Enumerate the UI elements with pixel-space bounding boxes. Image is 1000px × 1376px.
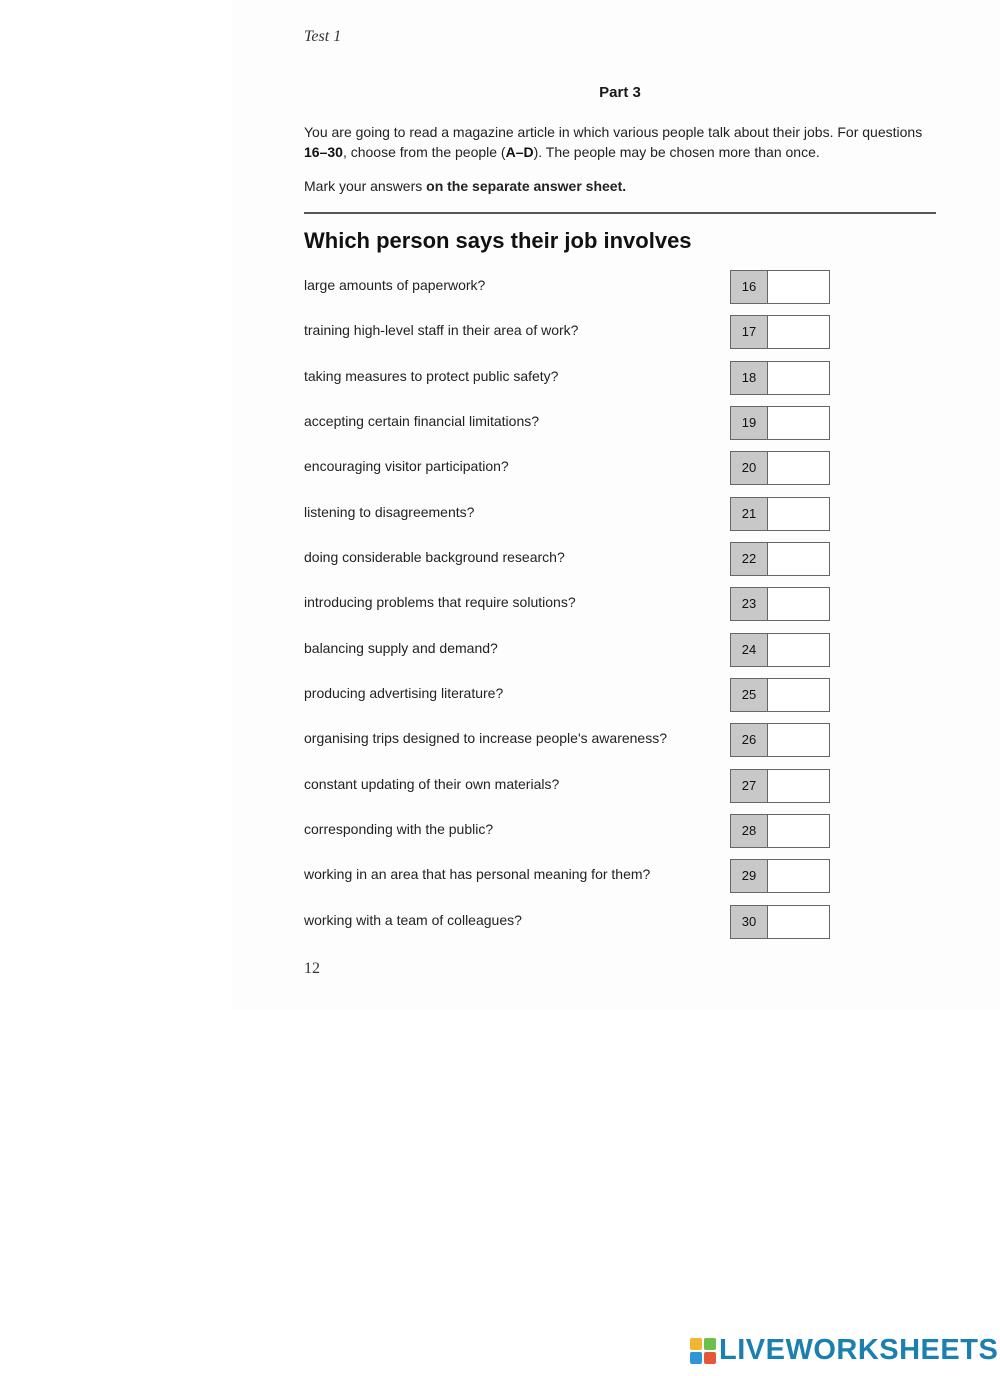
question-row bbox=[304, 315, 834, 360]
question-text: introducing problems that require solutions? bbox=[304, 594, 576, 611]
brand-logo[interactable] bbox=[690, 1334, 998, 1367]
logo-square bbox=[704, 1352, 716, 1364]
answer-box[interactable] bbox=[768, 406, 830, 440]
question-text: corresponding with the public? bbox=[304, 821, 494, 838]
question-text: organising trips designed to increase people's awareness? bbox=[304, 730, 668, 747]
question-text: working with a team of colleagues? bbox=[304, 911, 522, 928]
question-text: training high-level staff in their area of work? bbox=[304, 322, 579, 339]
logo-square bbox=[704, 1338, 716, 1350]
question-row bbox=[304, 587, 834, 632]
answer-box[interactable] bbox=[768, 723, 830, 757]
running-head: Test 1 bbox=[304, 28, 342, 45]
answer-box[interactable] bbox=[768, 905, 830, 939]
question-row bbox=[304, 451, 834, 496]
question-range: 16–30 bbox=[304, 144, 343, 160]
question-number: 21 bbox=[730, 497, 768, 531]
question-row bbox=[304, 361, 834, 406]
question-row bbox=[304, 723, 834, 768]
question-row bbox=[304, 633, 834, 678]
answer-box[interactable] bbox=[768, 814, 830, 848]
answer-box[interactable] bbox=[768, 497, 830, 531]
brand-name: LIVEWORKSHEETS bbox=[719, 1334, 999, 1366]
question-number: 19 bbox=[730, 406, 768, 440]
question-text: balancing supply and demand? bbox=[304, 639, 498, 656]
mark-prefix: Mark your answers bbox=[304, 178, 427, 194]
question-text: listening to disagreements? bbox=[304, 503, 475, 520]
question-row bbox=[304, 859, 834, 904]
question-number: 28 bbox=[730, 814, 768, 848]
part-title: Part 3 bbox=[599, 84, 641, 101]
question-row bbox=[304, 542, 834, 587]
question-number: 20 bbox=[730, 451, 768, 485]
letter-range: A–D bbox=[505, 144, 534, 160]
answer-instructions bbox=[304, 178, 626, 194]
instructions-line1: You are going to read a magazine article in which various people talk about their jobs. For questions bbox=[304, 124, 923, 140]
question-row bbox=[304, 406, 834, 451]
instructions-line2b: ). The people may be chosen more than once. bbox=[533, 144, 820, 160]
question-text: large amounts of paperwork? bbox=[304, 277, 486, 293]
question-text: accepting certain financial limitations? bbox=[304, 413, 540, 430]
logo-square bbox=[690, 1352, 702, 1364]
question-text: working in an area that has personal meaning for them? bbox=[304, 866, 651, 883]
question-number: 16 bbox=[730, 270, 768, 304]
question-number: 18 bbox=[730, 361, 768, 395]
question-number: 23 bbox=[730, 587, 768, 621]
question-number: 26 bbox=[730, 723, 768, 757]
question-row bbox=[304, 905, 834, 950]
answer-box[interactable] bbox=[768, 361, 830, 395]
answer-box[interactable] bbox=[768, 769, 830, 803]
instructions-line2a: , choose from the people ( bbox=[342, 144, 506, 160]
question-list bbox=[304, 270, 834, 950]
liveworksheets-logo-icon bbox=[690, 1338, 716, 1364]
section-heading: Which person says their job involves bbox=[304, 228, 692, 253]
question-text: constant updating of their own materials? bbox=[304, 775, 560, 792]
answer-box[interactable] bbox=[768, 633, 830, 667]
question-row bbox=[304, 814, 834, 859]
question-row bbox=[304, 497, 834, 542]
answer-box[interactable] bbox=[768, 451, 830, 485]
page-number: 12 bbox=[304, 960, 320, 977]
answer-box[interactable] bbox=[768, 587, 830, 621]
question-text: encouraging visitor participation? bbox=[304, 458, 509, 475]
answer-box[interactable] bbox=[768, 678, 830, 712]
mark-bold: on the separate answer sheet. bbox=[426, 178, 627, 194]
question-number: 30 bbox=[730, 905, 768, 939]
question-text: taking measures to protect public safety? bbox=[304, 367, 559, 384]
question-number: 24 bbox=[730, 633, 768, 667]
question-row bbox=[304, 678, 834, 723]
answer-box[interactable] bbox=[768, 859, 830, 893]
question-number: 25 bbox=[730, 678, 768, 712]
divider bbox=[304, 212, 936, 214]
answer-box[interactable] bbox=[768, 542, 830, 576]
question-text: producing advertising literature? bbox=[304, 685, 504, 702]
question-row bbox=[304, 769, 834, 814]
question-number: 22 bbox=[730, 542, 768, 576]
instructions bbox=[304, 122, 944, 162]
answer-box[interactable] bbox=[768, 315, 830, 349]
question-text: doing considerable background research? bbox=[304, 549, 565, 566]
question-number: 17 bbox=[730, 315, 768, 349]
question-number: 27 bbox=[730, 769, 768, 803]
question-row bbox=[304, 270, 834, 315]
question-number: 29 bbox=[730, 859, 768, 893]
logo-square bbox=[690, 1338, 702, 1350]
answer-box[interactable] bbox=[768, 270, 830, 304]
